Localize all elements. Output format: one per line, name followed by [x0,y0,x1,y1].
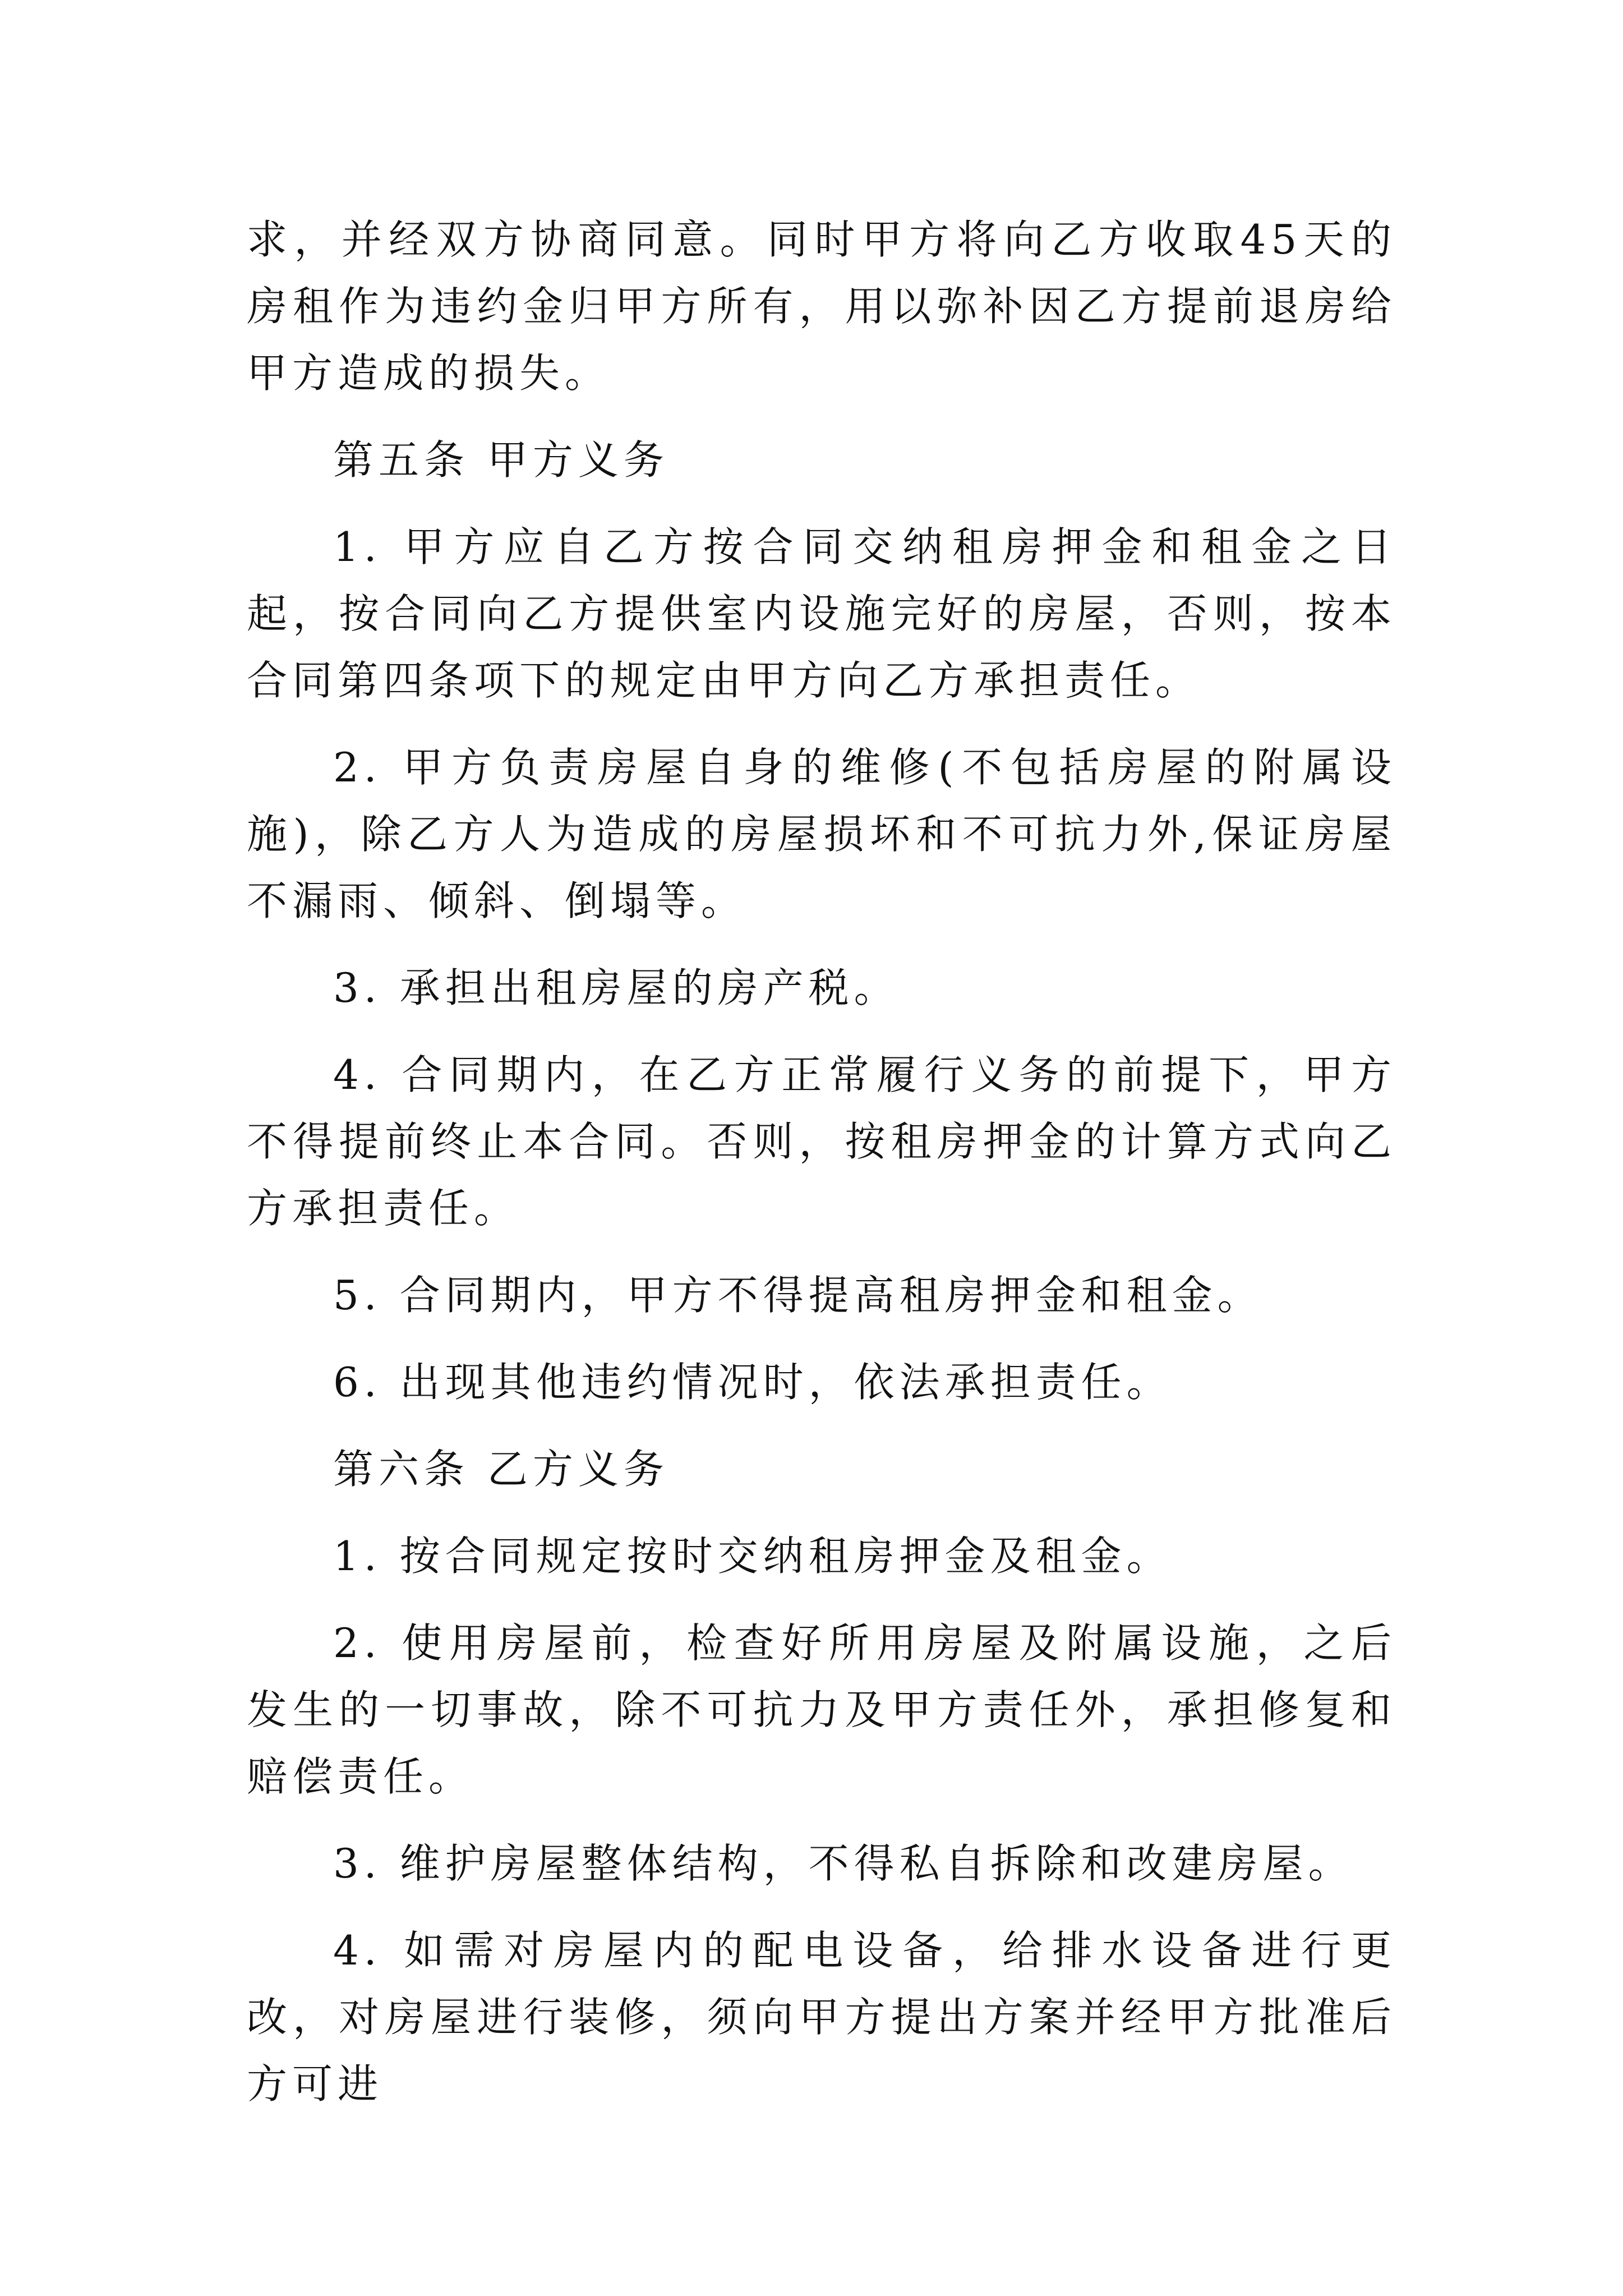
article-6-item-2: 2. 使用房屋前，检查好所用房屋及附属设施，之后发生的一切事故，除不可抗力及甲方责任外，承担修复和赔偿责任。 [247,1619,1396,1800]
article-6-item-4: 4. 如需对房屋内的配电设备，给排水设备进行更改，对房屋进行装修，须向甲方提出方案并经甲方批准后方可进 [247,1927,1396,2108]
article-5-heading: 第五条 甲方义务 [333,436,669,484]
article-6-item-3: 3. 维护房屋整体结构，不得私自拆除和改建房屋。 [333,1840,1354,1887]
article-5-item-4: 4. 合同期内，在乙方正常履行义务的前提下，甲方不得提前终止本合同。否则，按租房押金的计算方式向乙方承担责任。 [247,1051,1396,1232]
article-5-item-1: 1. 甲方应自乙方按合同交纳租房押金和租金之日起，按合同向乙方提供室内设施完好的房屋，否则，按本合同第四条项下的规定由甲方向乙方承担责任。 [247,523,1396,704]
article-5-item-5: 5. 合同期内，甲方不得提高租房押金和租金。 [333,1272,1263,1319]
article-5-item-3: 3. 承担出租房屋的房产税。 [333,964,900,1011]
article-5-item-6: 6. 出现其他违约情况时，依法承担责任。 [333,1359,1172,1406]
article-6-heading: 第六条 乙方义务 [333,1446,669,1493]
article-6-item-1: 1. 按合同规定按时交纳租房押金及租金。 [333,1533,1172,1580]
document-body [247,206,1396,2118]
article-5-item-2: 2. 甲方负责房屋自身的维修(不包括房屋的附属设施)，除乙方人为造成的房屋损坏和不可抗力外,保证房屋不漏雨、倾斜、倒塌等。 [247,744,1396,924]
paragraph-continuation: 求，并经双方协商同意。同时甲方将向乙方收取45天的房租作为违约金归甲方所有，用以弥补因乙方提前退房给甲方造成的损失。 [247,216,1396,397]
